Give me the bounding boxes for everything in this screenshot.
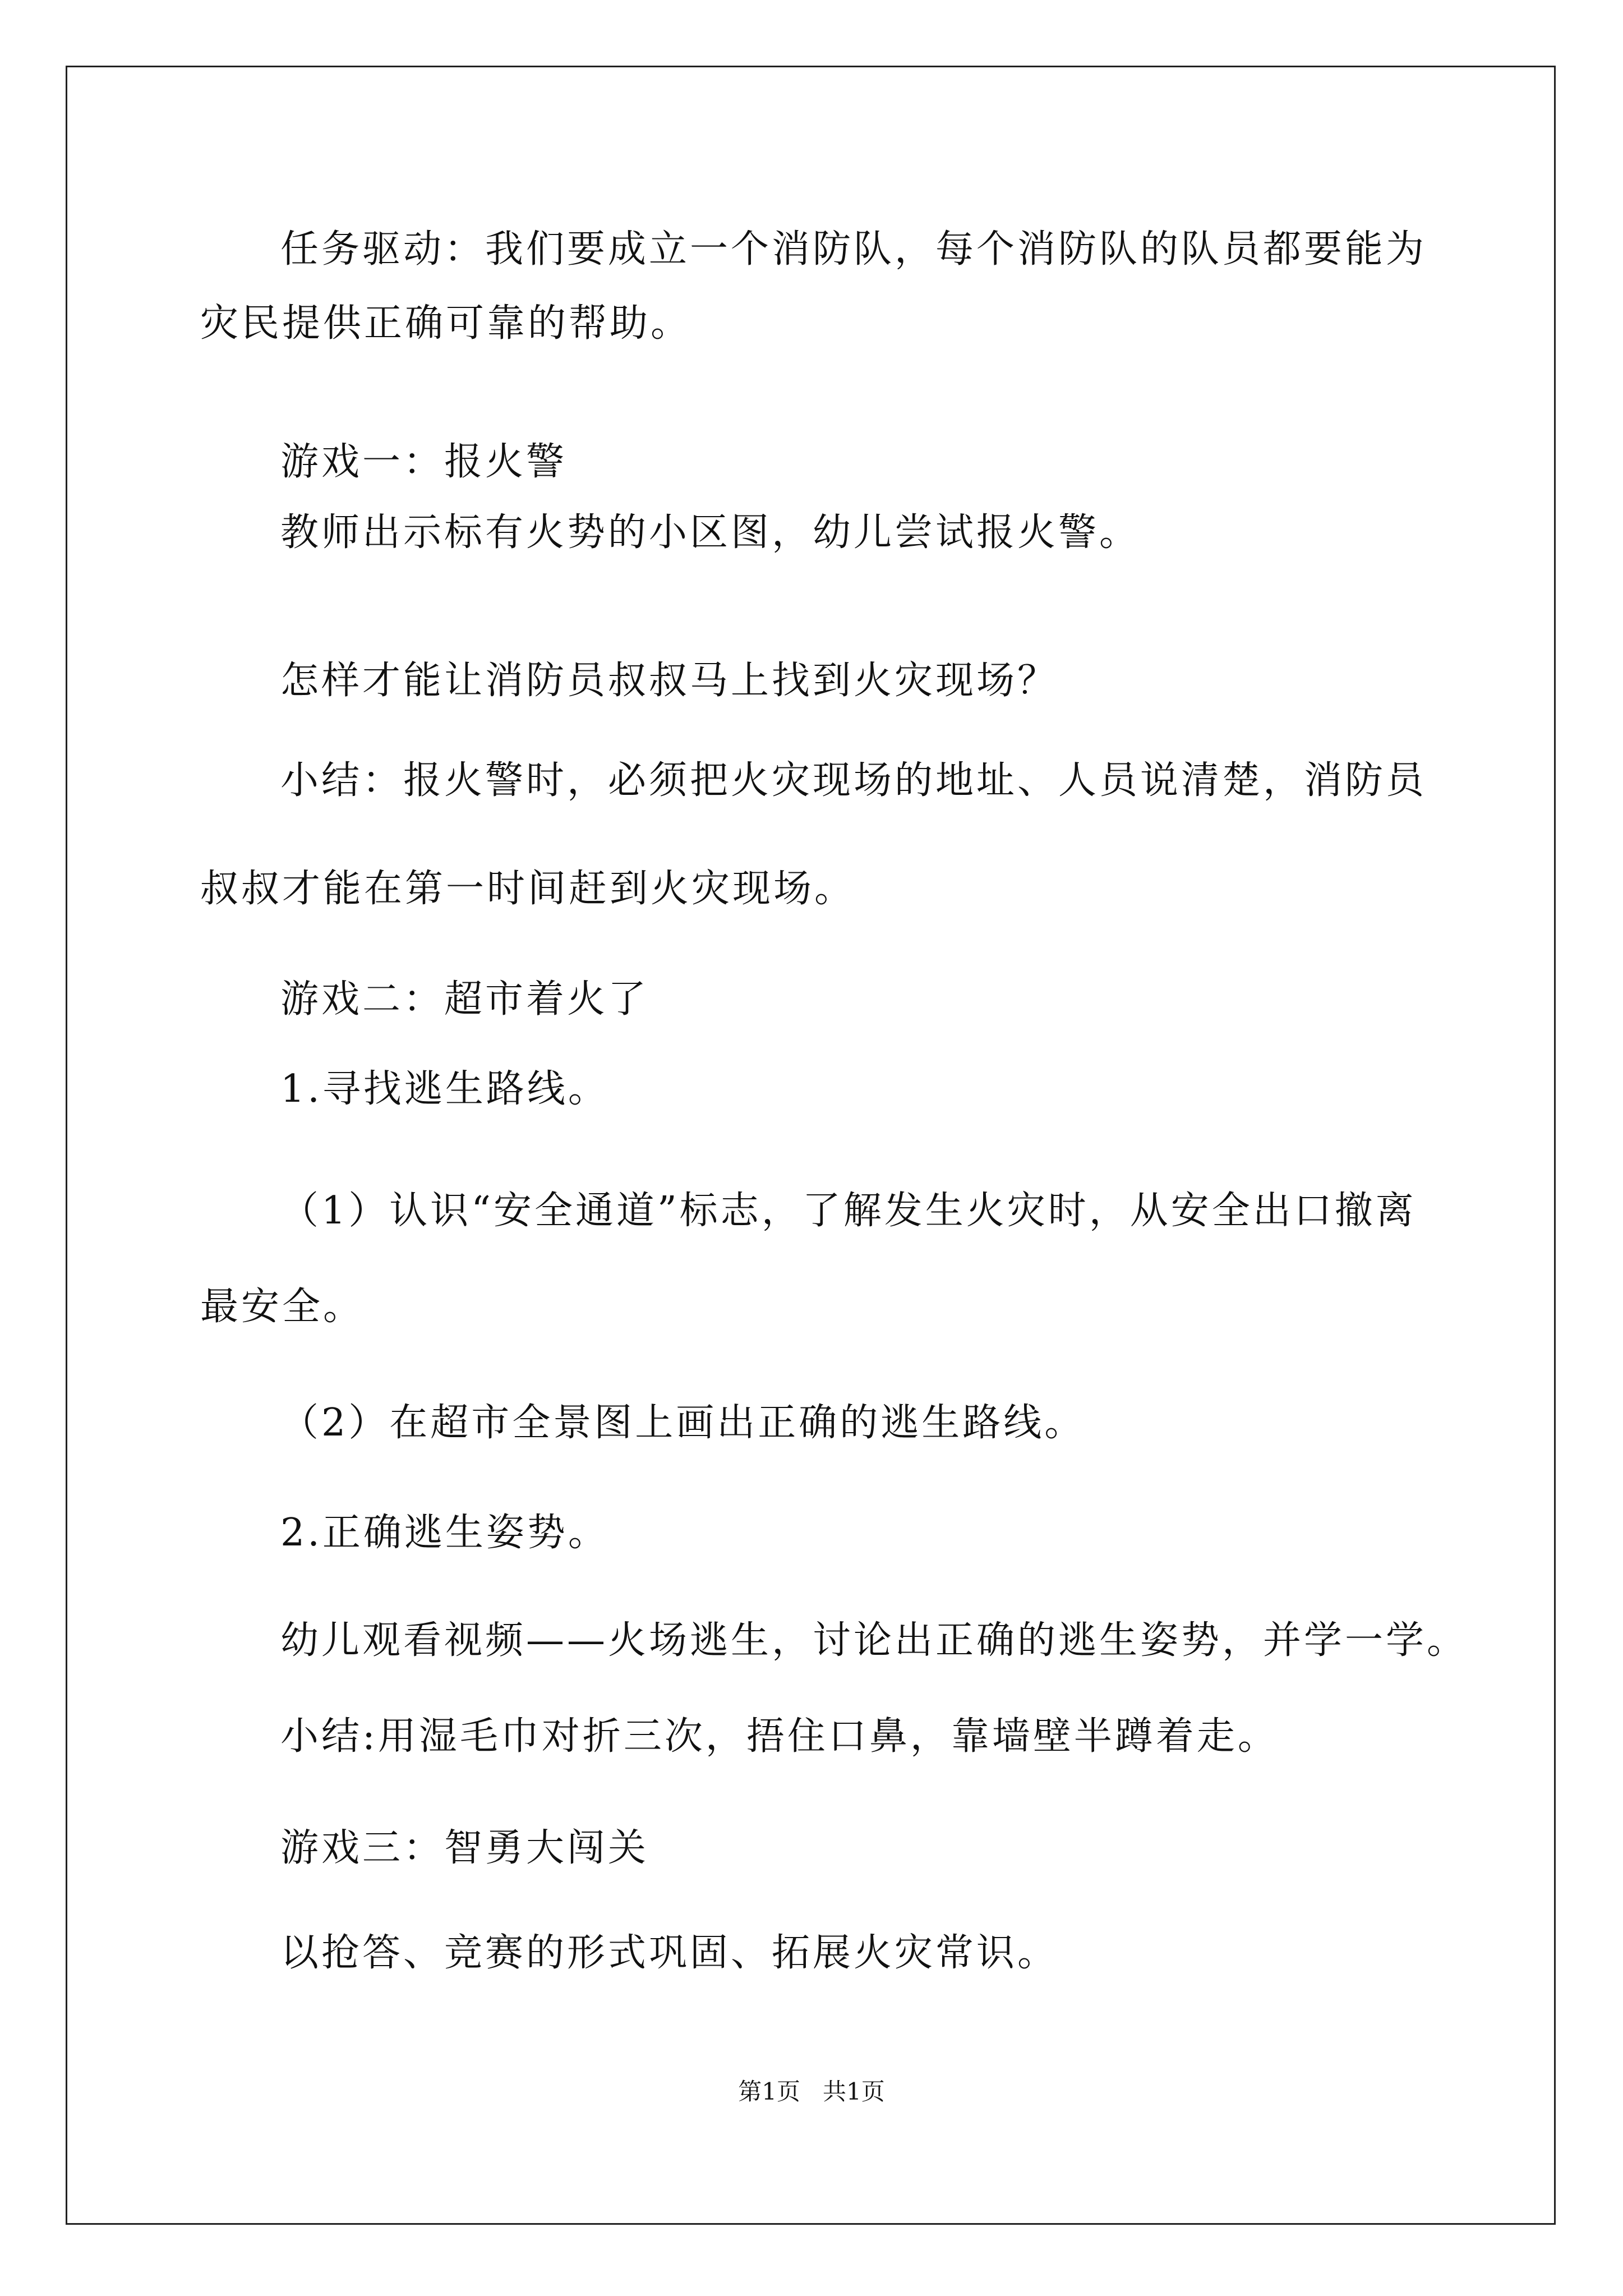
page-number: 第1页 bbox=[738, 2078, 800, 2105]
paragraph-line: 以抢答、竞赛的形式巩固、拓展火灾常识。 bbox=[280, 1931, 1059, 1975]
paragraph-line: （2）在超市全景图上画出正确的逃生路线。 bbox=[280, 1401, 1086, 1445]
paragraph-line: 教师出示标有火势的小区图，幼儿尝试报火警。 bbox=[280, 510, 1141, 555]
paragraph-line: 任务驱动：我们要成立一个消防队，每个消防队的队员都要能为 bbox=[280, 227, 1427, 272]
paragraph-line: 小结：报火警时，必须把火灾现场的地址、人员说清楚，消防员 bbox=[280, 758, 1427, 803]
page-total: 共1页 bbox=[823, 2078, 885, 2105]
paragraph-line: 游戏一：报火警 bbox=[280, 440, 568, 484]
paragraph-line: 游戏二：超市着火了 bbox=[280, 977, 649, 1022]
paragraph-line: 1.寻找逃生路线。 bbox=[280, 1067, 609, 1111]
paragraph-line: 小结:用湿毛巾对折三次，捂住口鼻，靠墙壁半蹲着走。 bbox=[280, 1714, 1279, 1759]
paragraph-line: 最安全。 bbox=[200, 1285, 365, 1329]
paragraph-line: 叔叔才能在第一时间赶到火灾现场。 bbox=[200, 867, 856, 911]
paragraph-line: 怎样才能让消防员叔叔马上找到火灾现场？ bbox=[280, 659, 1059, 703]
page-border bbox=[66, 66, 1556, 2225]
page-footer bbox=[0, 2078, 1623, 2106]
paragraph-line: 灾民提供正确可靠的帮助。 bbox=[200, 301, 692, 346]
paragraph-line: 幼儿观看视频——火场逃生，讨论出正确的逃生姿势，并学一学。 bbox=[280, 1618, 1468, 1663]
paragraph-line: 游戏三：智勇大闯关 bbox=[280, 1826, 649, 1870]
paragraph-line: （1）认识“安全通道”标志，了解发生火灾时，从安全出口撤离 bbox=[280, 1189, 1417, 1233]
paragraph-line: 2.正确逃生姿势。 bbox=[280, 1511, 609, 1555]
